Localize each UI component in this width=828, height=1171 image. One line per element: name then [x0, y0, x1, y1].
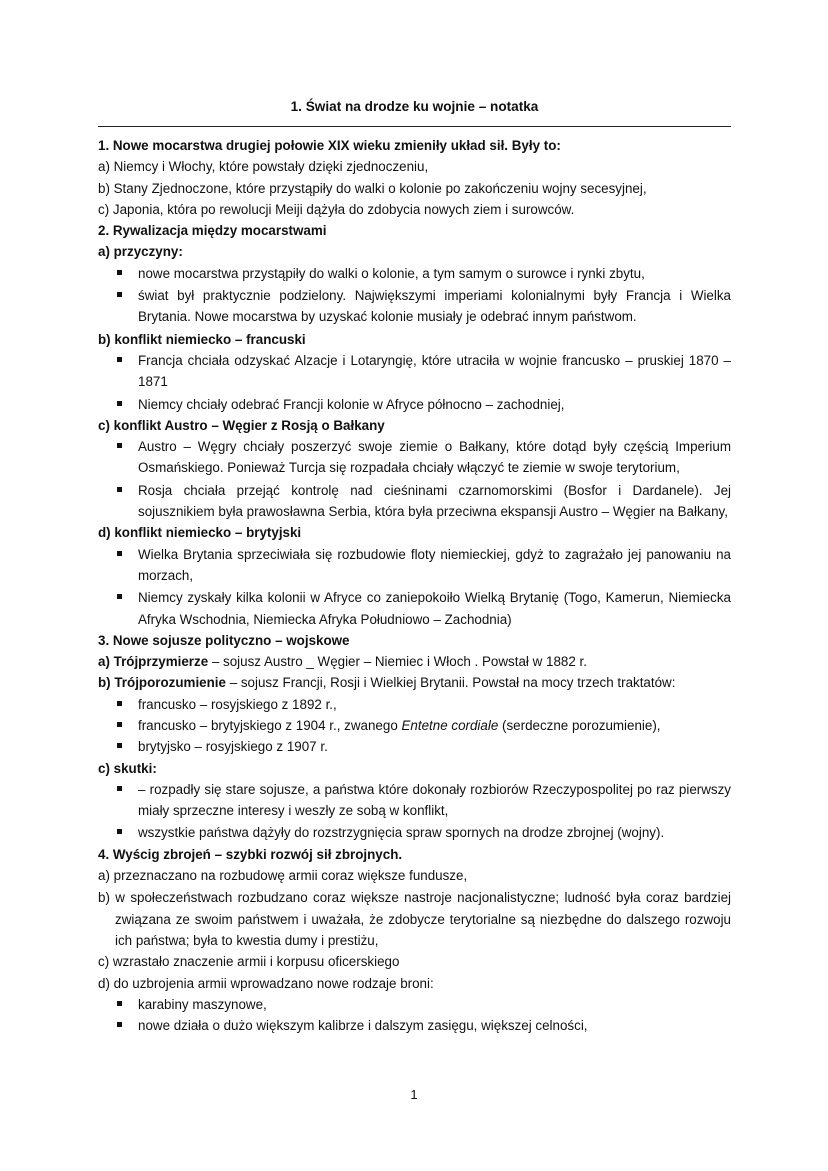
section-4-item-b: b) w społeczeństwach rozbudzano coraz większe nastroje nacjonalistyczne; ludność była coraz bardziej związana ze swoim państwem i uważała, że zdobycze terytorialne są niezbędne do dalszego rozwoju ich państwa; była to kwestia dumy i prestiżu, — [98, 890, 731, 948]
bullet-square-icon — [117, 443, 122, 448]
list-item: Niemcy zyskały kilka kolonii w Afryce co zaniepokoiło Wielką Brytanię (Togo, Kamerun, Niemiecka Afryka Wschodnia, Niemiecka Afryka Południowo – Zachodnia) — [98, 587, 731, 630]
list-item: Austro – Węgry chciały poszerzyć swoje ziemie o Bałkany, które dotąd były częścią Imperium Osmańskiego. Ponieważ Turcja się rozpadała chciały włączyć te ziemie w swoje terytorium, — [98, 436, 731, 479]
list-item: – rozpadły się stare sojusze, a państwa które dokonały rozbiorów Rzeczypospolitej po raz pierwszy miały sprzeczne interesy i weszły ze sobą w konflikt, — [98, 779, 731, 822]
section-4-item-a: a) przeznaczano na rozbudowę armii coraz większe fundusze, — [98, 868, 468, 884]
list-item: Wielka Brytania sprzeciwiała się rozbudowie floty niemieckiej, gdyż to zagrażało jej panowaniu na morzach, — [98, 544, 731, 587]
section-2c-heading: c) konflikt Austro – Węgier z Rosją o Bałkany — [98, 417, 385, 433]
section-2d-heading: d) konflikt niemiecko – brytyjski — [98, 525, 302, 541]
list-item: świat był praktycznie podzielony. Największymi imperiami kolonialnymi były Francja i Wielka Brytania. Nowe mocarstwa by uzyskać kolonie musiały je odebrać innym państwom. — [98, 285, 731, 328]
page-number: 1 — [410, 1087, 418, 1102]
section-4-heading: 4. Wyścig zbrojeń – szybki rozwój sił zbrojnych. — [98, 846, 403, 862]
section-2-heading: 2. Rywalizacja między mocarstwami — [98, 223, 327, 239]
bullet-square-icon — [117, 722, 122, 727]
bullet-square-icon — [117, 829, 122, 834]
bullet-square-icon — [117, 1001, 122, 1006]
list-item: wszystkie państwa dążyły do rozstrzygnięcia spraw spornych na drodze zbrojnej (wojny). — [98, 822, 731, 843]
list-item: Francja chciała odzyskać Alzacje i Lotaryngię, które utraciła w wojnie francusko – pruskiej 1870 – 1871 — [98, 350, 731, 393]
bullet-square-icon — [117, 292, 122, 297]
list-item: brytyjsko – rosyjskiego z 1907 r. — [98, 736, 731, 757]
bullet-square-icon — [117, 487, 122, 492]
section-3b-line: b) Trójporozumienie – sojusz Francji, Rosji i Wielkiej Brytanii. Powstał na mocy trzech traktatów: — [98, 675, 676, 691]
section-1-item-b: b) Stany Zjednoczone, które przystąpiły do walki o kolonie po zakończeniu wojny secesyjnej, — [98, 180, 647, 196]
bullet-square-icon — [117, 701, 122, 706]
bullet-square-icon — [117, 1022, 122, 1027]
section-1-heading: 1. Nowe mocarstwa drugiej połowie XIX wieku zmieniły układ sił. Były to: — [98, 138, 561, 153]
bullet-square-icon — [117, 743, 122, 748]
section-4-item-c: c) wzrastało znaczenie armii i korpusu oficerskiego — [98, 954, 400, 970]
bullet-square-icon — [117, 270, 122, 275]
list-item: francusko – rosyjskiego z 1892 r., — [98, 694, 731, 715]
list-item: Niemcy chciały odebrać Francji kolonie w Afryce północno – zachodniej, — [98, 394, 731, 415]
list-item: karabiny maszynowe, — [98, 994, 731, 1015]
section-2a-heading: a) przyczyny: — [98, 244, 183, 260]
title-divider — [98, 126, 731, 127]
section-1-item-c: c) Japonia, która po rewolucji Meiji dążyła do zdobycia nowych ziem i surowców. — [98, 201, 575, 217]
section-3c-heading: c) skutki: — [98, 760, 157, 776]
list-item: Rosja chciała przejąć kontrolę nad cieśninami czarnomorskimi (Bosfor i Dardanele). Jej sojusznikiem była prawosławna Serbia, która była przeciwna ekspansji Austro – Węgier na Bałkany, — [98, 480, 731, 523]
document-title: 1. Świat na drodze ku wojnie – notatka — [290, 99, 539, 114]
section-2b-heading: b) konflikt niemiecko – francuski — [98, 331, 306, 347]
section-3-heading: 3. Nowe sojusze polityczno – wojskowe — [98, 632, 350, 648]
bullet-square-icon — [117, 401, 122, 406]
list-item: nowe działa o dużo większym kalibrze i dalszym zasięgu, większej celności, — [98, 1015, 731, 1036]
document-page — [98, 98, 731, 1036]
section-4-item-d: d) do uzbrojenia armii wprowadzano nowe rodzaje broni: — [98, 975, 434, 991]
bullet-square-icon — [117, 357, 122, 362]
section-1-item-a: a) Niemcy i Włochy, które powstały dzięki zjednoczeniu, — [98, 159, 429, 175]
section-3a-line: a) Trójprzymierze – sojusz Austro _ Węgier – Niemiec i Włoch . Powstał w 1882 r. — [98, 654, 587, 670]
bullet-square-icon — [117, 594, 122, 599]
bullet-square-icon — [117, 551, 122, 556]
list-item: nowe mocarstwa przystąpiły do walki o kolonie, a tym samym o surowce i rynki zbytu, — [98, 263, 731, 284]
list-item: francusko – brytyjskiego z 1904 r., zwanego Entetne cordiale (serdeczne porozumienie), — [98, 715, 731, 736]
bullet-square-icon — [117, 786, 122, 791]
